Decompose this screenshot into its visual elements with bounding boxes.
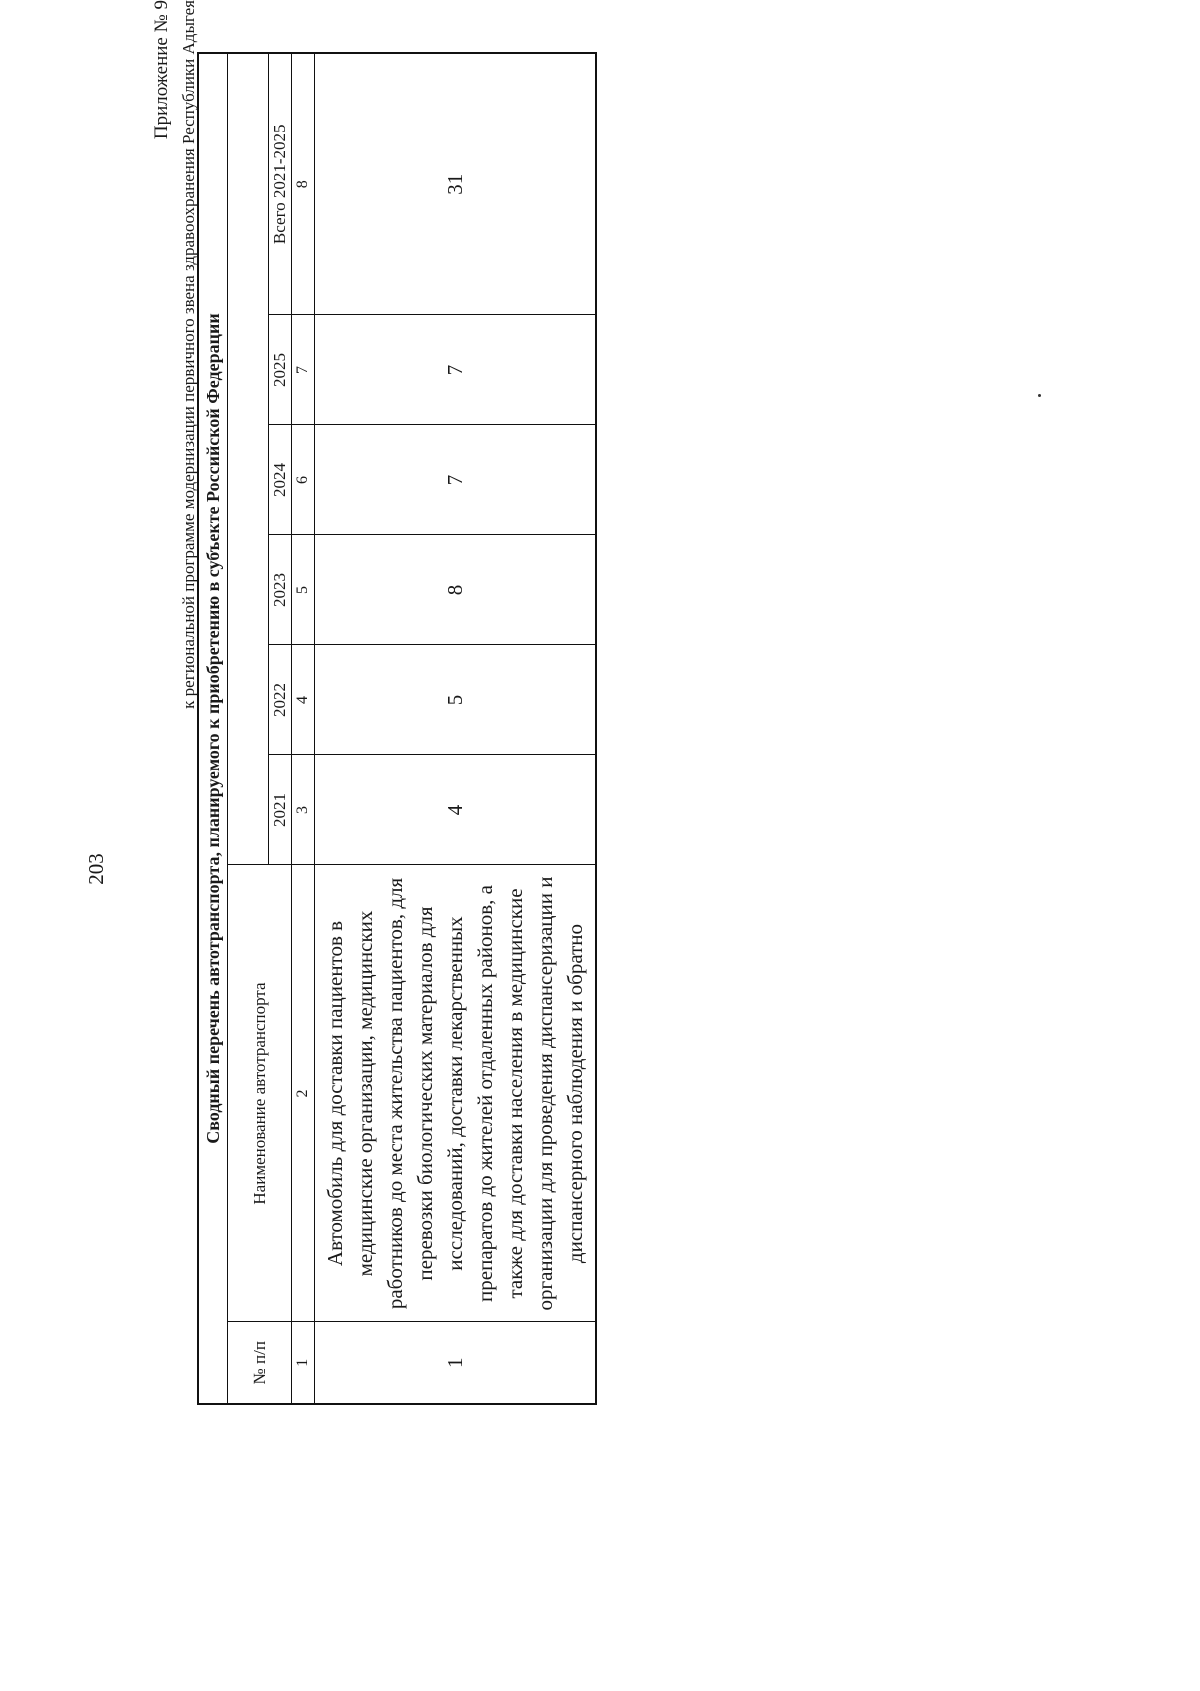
row-value-2025: 7 xyxy=(315,315,597,425)
scan-speck xyxy=(1038,394,1041,397)
transport-table xyxy=(197,52,597,1405)
table-caption: Сводный перечень автотранспорта, планируемого к приобретению в субъекте Российской Федерации xyxy=(198,53,228,1404)
page-number: 203 xyxy=(84,853,108,885)
column-number-8: 8 xyxy=(292,53,315,315)
column-number-3: 3 xyxy=(292,755,315,865)
header-year-2025: 2025 xyxy=(269,315,292,425)
header-year-2021: 2021 xyxy=(269,755,292,865)
appendix-title: Приложение № 9 xyxy=(151,0,172,140)
column-number-7: 7 xyxy=(292,315,315,425)
row-value-2024: 7 xyxy=(315,425,597,535)
header-year-2022: 2022 xyxy=(269,645,292,755)
appendix-subtitle: к региональной программе модернизации первичного звена здравоохранения Республики Адыгея xyxy=(179,0,198,709)
column-number-4: 4 xyxy=(292,645,315,755)
row-total: 31 xyxy=(315,53,597,315)
header-total: Всего 2021-2025 xyxy=(269,53,292,315)
table-row xyxy=(315,53,597,1404)
column-number-5: 5 xyxy=(292,535,315,645)
row-value-2021: 4 xyxy=(315,755,597,865)
row-number: 1 xyxy=(315,1322,597,1404)
row-vehicle-name: Автомобиль для доставки пациентов в медицинские организации, медицинских работников до места жительства пациентов, для перевозки биологических материалов для исследований, доставки лекарственных препаратов до жителей отдаленных районов, а также для доставки населения в медицинские организации для проведения диспансеризации и диспансерного наблюдения и обратно xyxy=(315,865,597,1322)
header-name: Наименование автотранспорта xyxy=(228,865,292,1322)
rotated-page-content xyxy=(140,0,680,1540)
header-blank xyxy=(228,53,269,865)
header-number: № п/п xyxy=(228,1322,292,1404)
column-number-6: 6 xyxy=(292,425,315,535)
row-value-2022: 5 xyxy=(315,645,597,755)
column-number-2: 2 xyxy=(292,865,315,1322)
row-value-2023: 8 xyxy=(315,535,597,645)
header-year-2024: 2024 xyxy=(269,425,292,535)
header-year-2023: 2023 xyxy=(269,535,292,645)
column-number-1: 1 xyxy=(292,1322,315,1404)
